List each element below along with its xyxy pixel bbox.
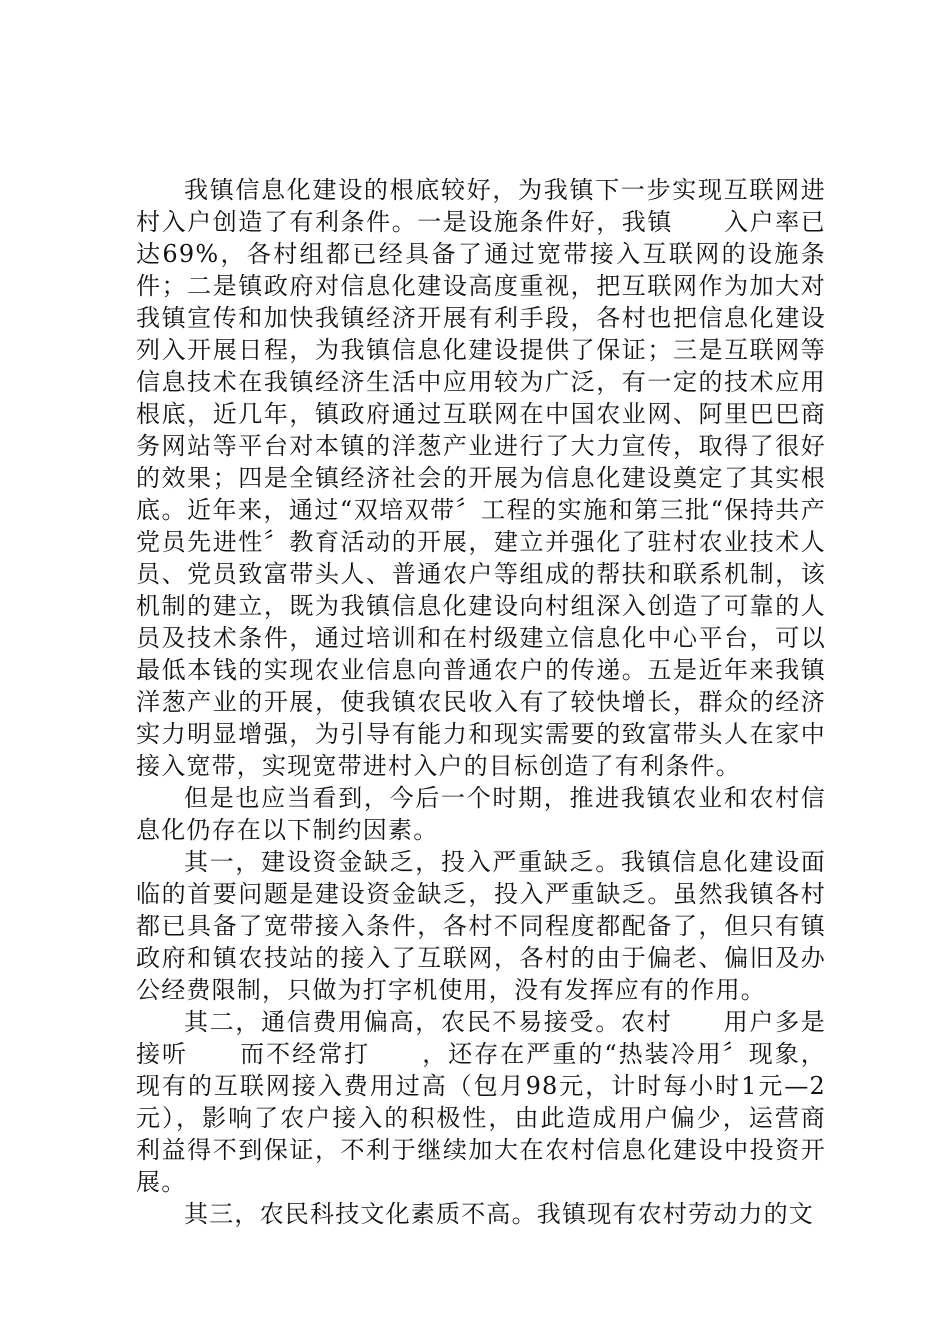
paragraph-4: 其二，通信费用偏高，农民不易接受。农村 用户多是接听 而不经常打 ，还存在严重的“热装冷用〞现象，现有的互联网接入费用过高（包月98元，计时每小时1元—2元），影响了农户接入的积极性，由此造成用户偏少，运营商利益得不到保证，不利于继续加大在农村信息化建设中投资开展。	[136, 1008, 826, 1196]
paragraph-5: 其三，农民科技文化素质不高。我镇现有农村劳动力的文	[184, 1200, 814, 1228]
paragraph-3: 其一，建设资金缺乏，投入严重缺乏。我镇信息化建设面临的首要问题是建设资金缺乏，投入严重缺乏。虽然我镇各村都已具备了宽带接入条件，各村不同程度都配备了，但只有镇政府和镇农技站的接入了互联网，各村的由于偏老、偏旧及办公经费限制，只做为打字机使用，没有发挥应有的作用。	[136, 848, 826, 1004]
document-body	[136, 174, 826, 1230]
paragraph-2: 但是也应当看到，今后一个时期，推进我镇农业和农村信息化仍存在以下制约因素。	[136, 784, 826, 844]
paragraph-1: 我镇信息化建设的根底较好，为我镇下一步实现互联网进村入户创造了有利条件。一是设施条件好，我镇 入户率已达69%，各村组都已经具备了通过宽带接入互联网的设施条件；二是镇政府对信息化建设高度重视，把互联网作为加大对我镇宣传和加快我镇经济开展有利手段，各村也把信息化建设列入开展日程，为我镇信息化建设提供了保证；三是互联网等信息技术在我镇经济生活中应用较为广泛，有一定的技术应用根底，近几年，镇政府通过互联网在中国农业网、阿里巴巴商务网站等平台对本镇的洋葱产业进行了大力宣传，取得了很好的效果；四是全镇经济社会的开展为信息化建设奠定了其实根底。近年来，通过“双培双带〞工程的实施和第三批“保持共产党员先进性〞教育活动的开展，建立并强化了驻村农业技术人员、党员致富带头人、普通农户等组成的帮扶和联系机制，该机制的建立，既为我镇信息化建设向村组深入创造了可靠的人员及技术条件，通过培训和在村级建立信息化中心平台，可以最低本钱的实现农业信息向普通农户的传递。五是近年来我镇洋葱产业的开展，使我镇农民收入有了较快增长，群众的经济实力明显增强，为引导有能力和现实需要的致富带头人在家中接入宽带，实现宽带进村入户的目标创造了有利条件。	[136, 176, 826, 780]
